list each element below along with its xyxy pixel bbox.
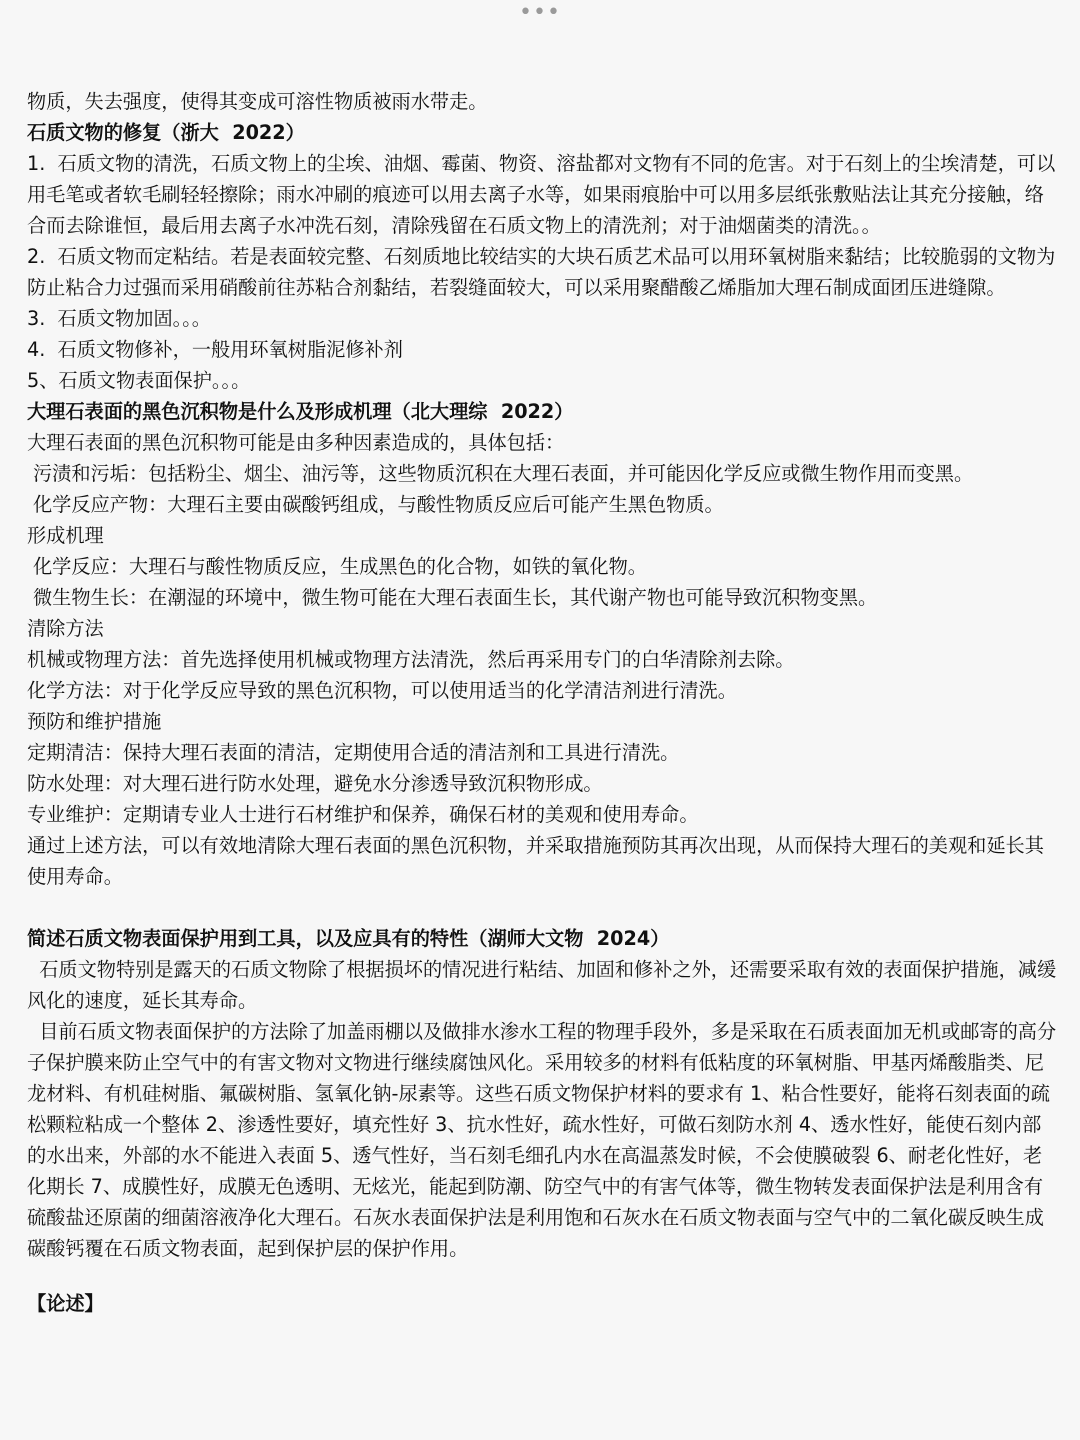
paragraph: 通过上述方法，可以有效地清除大理石表面的黑色沉积物，并采取措施预防其再次出现，从而保持大理石的美观和延长其使用寿命。 <box>27 834 1044 888</box>
document-body <box>27 86 1057 1319</box>
spacer <box>27 1264 1057 1288</box>
paragraph: 污渍和污垢：包括粉尘、烟尘、油污等，这些物质沉积在大理石表面，并可能因化学反应或微生物作用而变黑。 <box>33 462 974 485</box>
subheading: 清除方法 <box>27 617 104 640</box>
spacer <box>27 892 1057 923</box>
paragraph: 大理石表面的黑色沉积物可能是由多种因素造成的，具体包括： <box>27 431 565 454</box>
paragraph: 石质文物特别是露天的石质文物除了根据损坏的情况进行粘结、加固和修补之外，还需要采取有效的表面保护措施，减缓风化的速度，延长其寿命。 <box>27 958 1057 1012</box>
paragraph: 5、石质文物表面保护。。。 <box>27 369 251 392</box>
section-heading: 简述石质文物表面保护用到工具，以及应具有的特性（湖师大文物 2024） <box>27 927 670 950</box>
paragraph: 防水处理：对大理石进行防水处理，避免水分渗透导致沉积物形成。 <box>27 772 603 795</box>
subheading: 形成机理 <box>27 524 104 547</box>
paragraph: 机械或物理方法：首先选择使用机械或物理方法清洗，然后再采用专门的白华清除剂去除。 <box>27 648 795 671</box>
paragraph: 1. 石质文物的清洗，石质文物上的尘埃、油烟、霉菌、物资、溶盐都对文物有不同的危害。对于石刻上的尘埃清楚，可以用毛笔或者软毛刷轻轻擦除；雨水冲刷的痕迹可以用去离子水等，如果雨痕胎中可以用多层纸张敷贴法让其充分接触，络合而去除谁恒，最后用去离子水冲洗石刻，清除残留在石质文物上的清洗剂；对于油烟菌类的清洗。。 <box>27 152 1056 237</box>
paragraph: 化学方法：对于化学反应导致的黑色沉积物，可以使用适当的化学清洁剂进行清洗。 <box>27 679 737 702</box>
paragraph: 定期清洁：保持大理石表面的清洁，定期使用合适的清洁剂和工具进行清洗。 <box>27 741 680 764</box>
paragraph: 3. 石质文物加固。。。 <box>27 307 211 330</box>
paragraph: 化学反应产物：大理石主要由碳酸钙组成，与酸性物质反应后可能产生黑色物质。 <box>33 493 724 516</box>
paragraph: 2. 石质文物而定粘结。若是表面较完整、石刻质地比较结实的大块石质艺术品可以用环氧树脂来黏结；比较脆弱的文物为防止粘合力过强而采用硝酸前往苏粘合剂黏结，若裂缝面较大，可以采用聚醋酸乙烯脂加大理石制成面团压进缝隙。 <box>27 245 1056 299</box>
paragraph: 微生物生长：在潮湿的环境中，微生物可能在大理石表面生长，其代谢产物也可能导致沉积物变黑。 <box>33 586 878 609</box>
paragraph: 专业维护：定期请专业人士进行石材维护和保养，确保石材的美观和使用寿命。 <box>27 803 699 826</box>
section-heading: 石质文物的修复（浙大 2022） <box>27 121 305 144</box>
paragraph: 物质，失去强度，使得其变成可溶性物质被雨水带走。 <box>27 90 488 113</box>
paragraph: 化学反应：大理石与酸性物质反应，生成黑色的化合物，如铁的氧化物。 <box>33 555 647 578</box>
more-menu-icon[interactable]: ••• <box>519 0 561 25</box>
paragraph: 4. 石质文物修补，一般用环氧树脂泥修补剂 <box>27 338 403 361</box>
section-heading: 大理石表面的黑色沉积物是什么及形成机理（北大理综 2022） <box>27 400 574 423</box>
section-heading: 【论述】 <box>27 1292 104 1315</box>
paragraph: 目前石质文物表面保护的方法除了加盖雨棚以及做排水渗水工程的物理手段外，多是采取在石质表面加无机或邮寄的高分子保护膜来防止空气中的有害文物对文物进行继续腐蚀风化。采用较多的材料有低粘度的环氧树脂、甲基丙烯酸脂类、尼龙材料、有机硅树脂、氟碳树脂、氢氧化钠-尿素等。这些石质文物保护材料的要求有 1、粘合性要好，能将石刻表面的疏松颗粒粘成一个整体 2、渗透性要好，填充性好 3、抗水性好，疏水性好，可做石刻防水剂 4、透水性好，能使石刻内部的水出来，外部的水不能进入表面 5、透气性好，当石刻毛细孔内水在高温蒸发时候，不会使膜破裂 6、耐老化性好，老化期长 7、成膜性好，成膜无色透明、无炫光，能起到防潮、防空气中的有害气体等，微生物转发表面保护法是利用含有硫酸盐还原菌的细菌溶液净化大理石。石灰水表面保护法是利用饱和石灰水在石质文物表面与空气中的二氧化碳反映生成碳酸钙覆在石质文物表面，起到保护层的保护作用。 <box>27 1020 1057 1260</box>
subheading: 预防和维护措施 <box>27 710 162 733</box>
